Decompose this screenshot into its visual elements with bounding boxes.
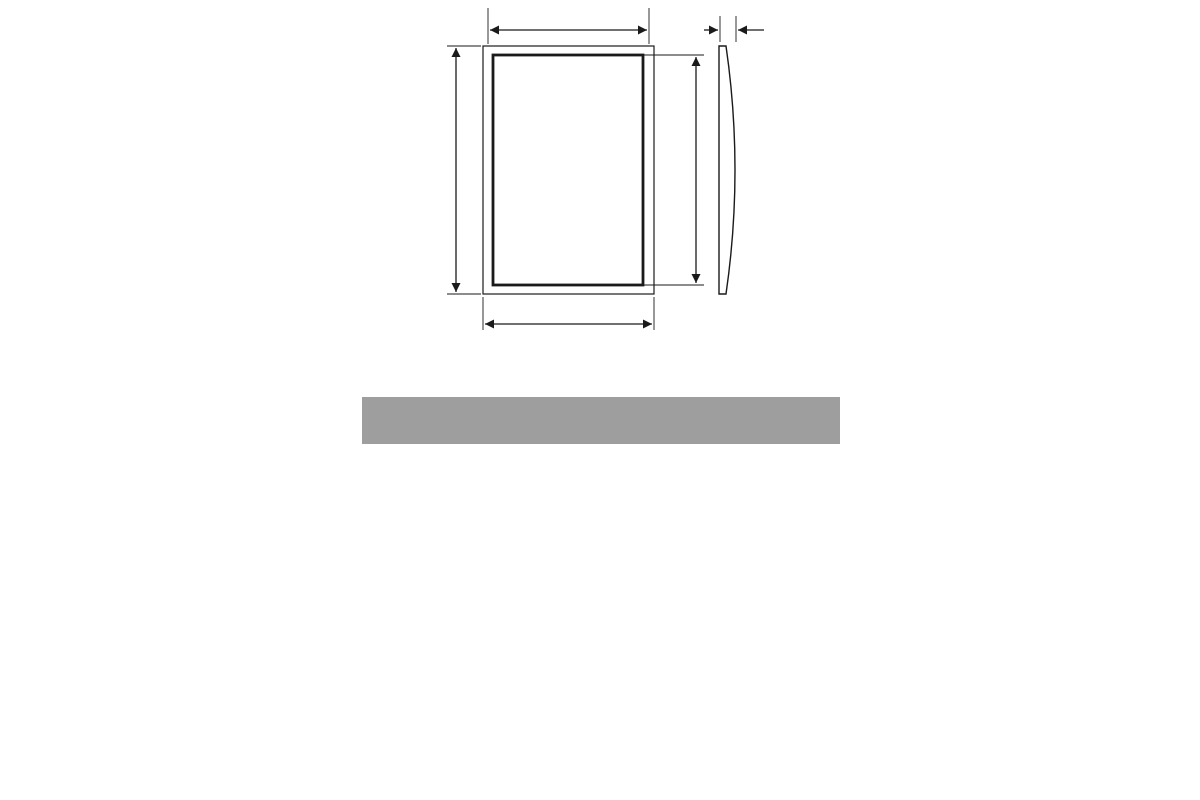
- grille-inner-frame: [493, 55, 643, 285]
- grille-outer-frame: [483, 46, 654, 294]
- grille-front-view: [483, 46, 654, 294]
- side-profile: [719, 46, 735, 294]
- header-x: [604, 397, 660, 444]
- header-k: [780, 397, 840, 444]
- table-header-row: [362, 397, 840, 444]
- grille-side-view: [719, 46, 735, 294]
- header-c: [720, 397, 780, 444]
- dimensions-table: [362, 397, 840, 444]
- header-b: [542, 397, 604, 444]
- technical-drawing: [0, 0, 1200, 345]
- header-model: [362, 397, 480, 444]
- header-y: [660, 397, 720, 444]
- header-a: [480, 397, 542, 444]
